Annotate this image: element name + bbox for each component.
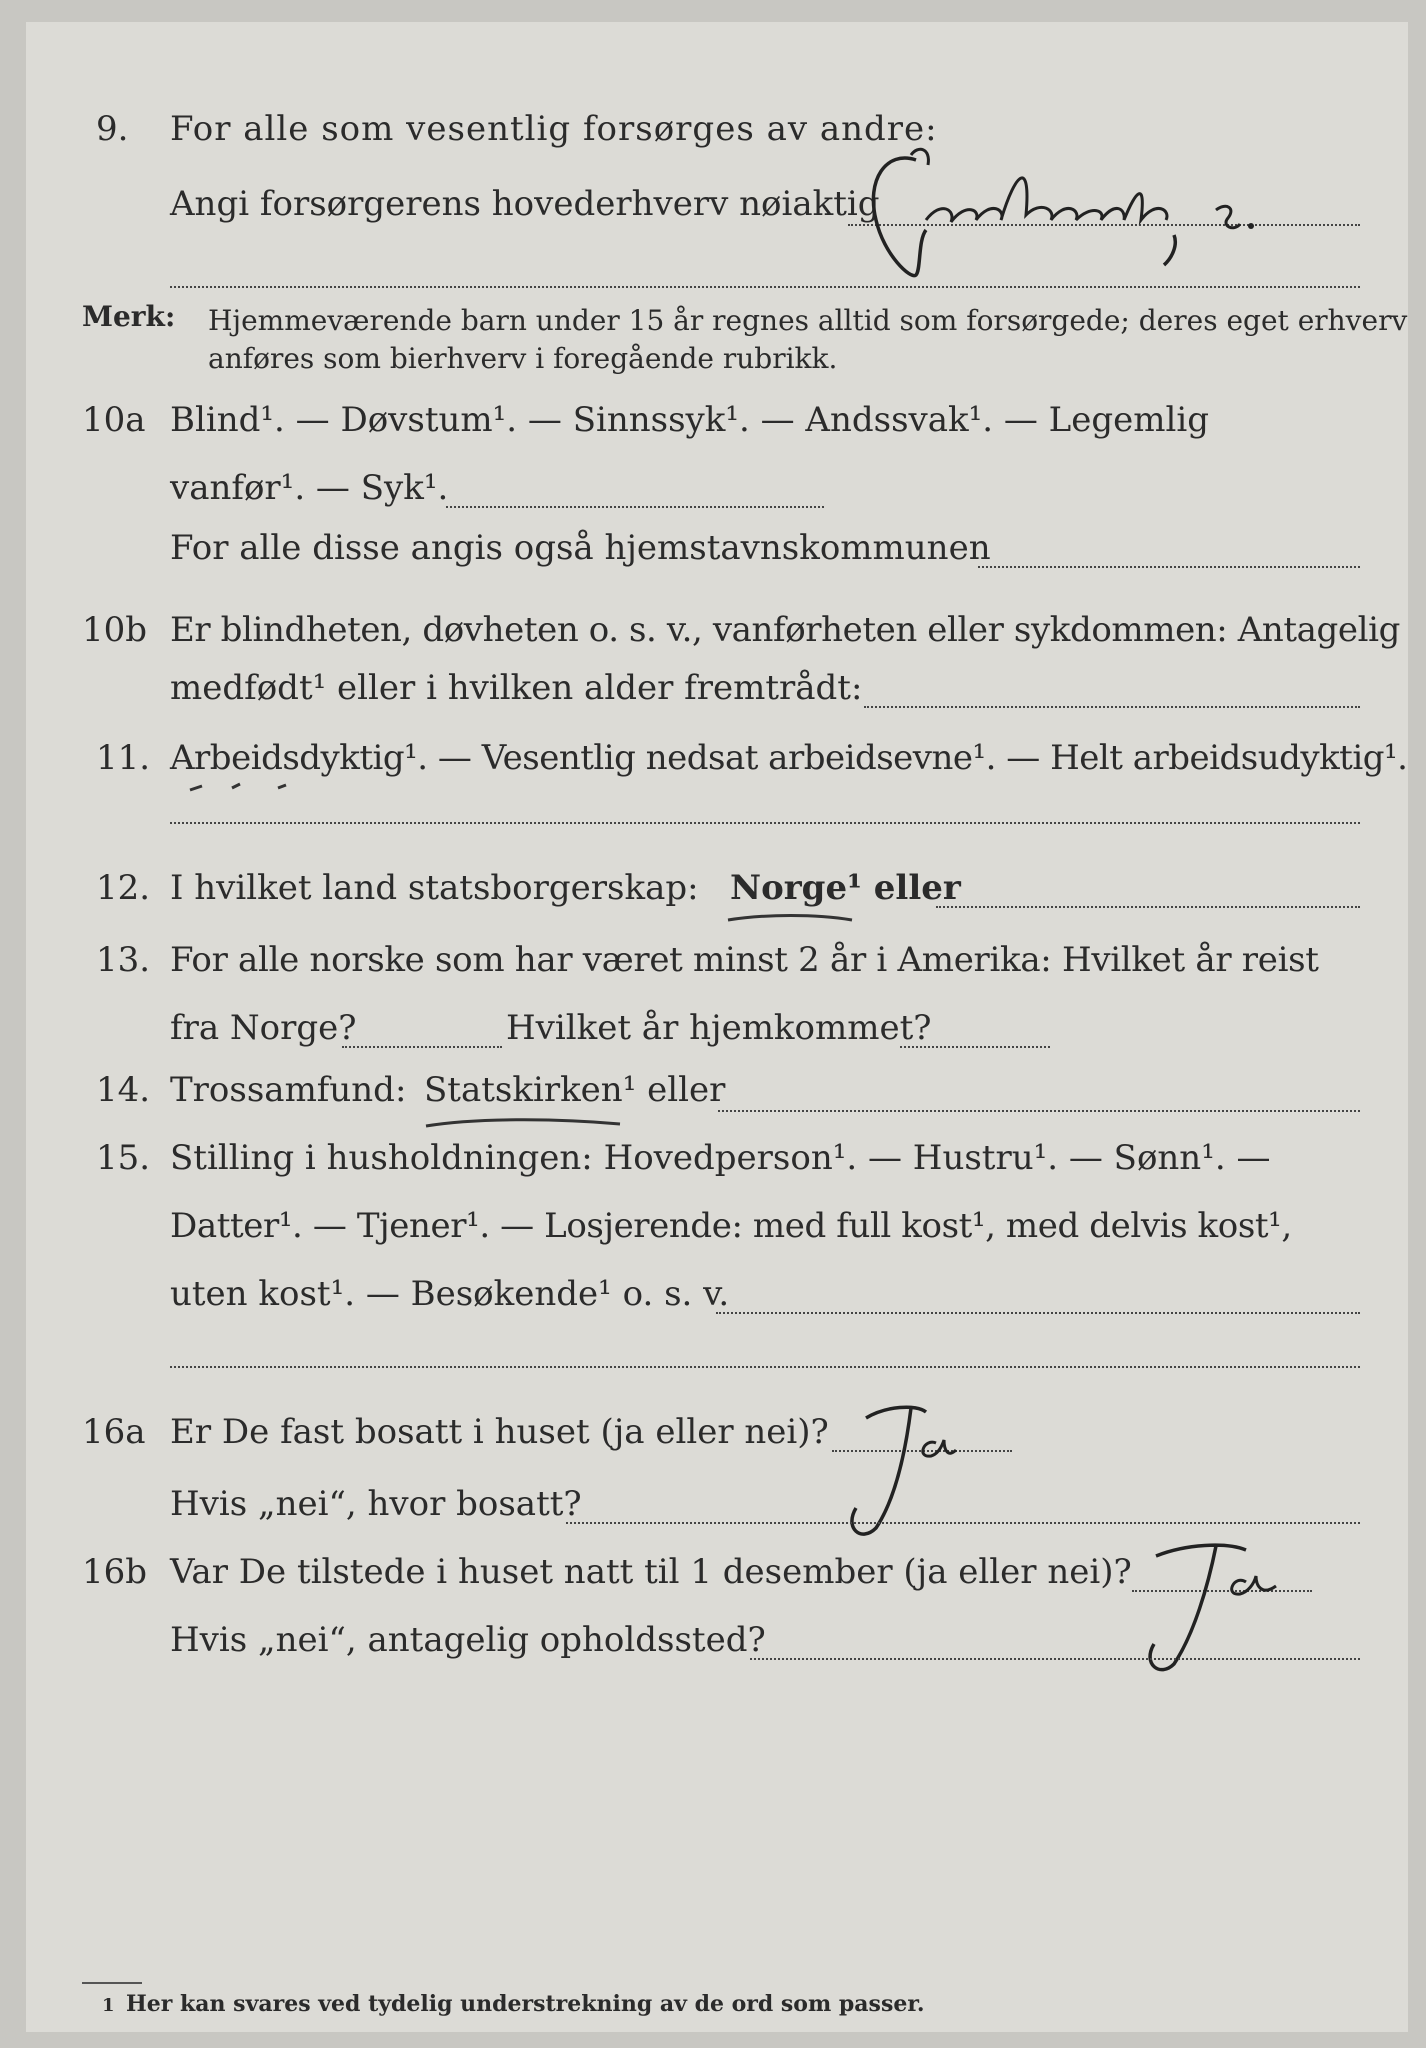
q16a-line2: Hvis „nei“, hvor bosatt? <box>170 1484 582 1524</box>
q10b-number: 10b <box>82 610 148 650</box>
q12-answer-line <box>936 906 1360 908</box>
q13-reist-line <box>342 1046 502 1048</box>
q16a-handwritten-answer <box>816 1388 996 1548</box>
q16a-line1: Er De fast bosatt i huset (ja eller nei)? <box>170 1412 829 1452</box>
q14-option: Statskirken¹ eller <box>424 1070 726 1110</box>
footnote-mark: 1 <box>102 1995 115 2016</box>
merk-line2: anføres som bierhverv i foregående rubrikk. <box>208 342 838 375</box>
q13-number: 13. <box>96 940 151 980</box>
q11-number: 11. <box>96 738 151 778</box>
q10a-line3: For alle disse angis også hjemstavnskommunen <box>170 528 991 568</box>
q13-hjemkommet-line <box>900 1046 1050 1048</box>
q13-line1: For alle norske som har været minst 2 år i Amerika: Hvilket år reist <box>170 940 1319 980</box>
q9-line2: Angi forsørgerens hovederhverv nøiaktig <box>170 184 880 224</box>
footnote-text: Her kan svares ved tydelig understrekning av de ord som passer. <box>126 1991 925 2017</box>
q16b-number: 16b <box>82 1552 148 1592</box>
q15-line3: uten kost¹. — Besøkende¹ o. s. v. <box>170 1274 730 1314</box>
census-form-page <box>26 22 1408 2032</box>
q14-number: 14. <box>96 1070 151 1110</box>
q12-number: 12. <box>96 868 151 908</box>
q13-line2b: Hvilket år hjemkommet? <box>506 1008 932 1048</box>
merk-line1: Hjemmeværende barn under 15 år regnes alltid som forsørgede; deres eget erhverv <box>208 304 1408 337</box>
q9-line1: For alle som vesentlig forsørges av andre: <box>170 109 938 149</box>
q15-line2: Datter¹. — Tjener¹. — Losjerende: med full kost¹, med delvis kost¹, <box>170 1206 1292 1246</box>
q15-number: 15. <box>96 1138 151 1178</box>
q10b-answer-line <box>864 706 1360 708</box>
q15-line1: Stilling i husholdningen: Hovedperson¹. — Hustru¹. — Sønn¹. — <box>170 1138 1271 1178</box>
q10a-hjemstavn-line <box>978 566 1360 568</box>
q16a-number: 16a <box>82 1412 146 1452</box>
q11-answer-line <box>170 822 1360 824</box>
q15-answer-line <box>716 1312 1360 1314</box>
q16b-line2: Hvis „nei“, antagelig opholdssted? <box>170 1620 766 1660</box>
q12-option: Norge¹ eller <box>730 868 961 908</box>
q16b-handwritten-answer <box>1116 1524 1316 1684</box>
q10b-line2: medfødt¹ eller i hvilken alder fremtrådt: <box>170 668 863 708</box>
q10a-line2: vanfør¹. — Syk¹. <box>170 468 449 508</box>
q14-text: Trossamfund: <box>170 1070 407 1110</box>
q16b-line1: Var De tilstede i huset natt til 1 desember (ja eller nei)? <box>170 1552 1132 1592</box>
q12-text: I hvilket land statsborgerskap: <box>170 868 699 908</box>
footnote-rule <box>82 1982 142 1984</box>
merk-label: Merk: <box>82 300 176 333</box>
q9-handwritten-answer <box>856 140 1356 290</box>
q15-extra-line <box>170 1366 1360 1368</box>
q14-underline <box>424 1114 624 1130</box>
q10a-line1: Blind¹. — Døvstum¹. — Sinnssyk¹. — Andssvak¹. — Legemlig <box>170 400 1209 440</box>
q10a-number: 10a <box>82 400 146 440</box>
q12-underline <box>726 910 856 924</box>
q14-answer-line <box>718 1110 1360 1112</box>
q11-pen-marks <box>186 778 306 798</box>
q16b-opholdssted-line <box>750 1658 1360 1660</box>
q9-divider <box>170 286 1360 288</box>
q11-line1: Arbeidsdyktig¹. — Vesentlig nedsat arbeidsevne¹. — Helt arbeidsudyktig¹. <box>170 738 1408 778</box>
q9-number: 9. <box>96 109 129 149</box>
q13-line2a: fra Norge? <box>170 1008 357 1048</box>
q10b-line1: Er blindheten, døvheten o. s. v., vanførheten eller sykdommen: Antagelig <box>170 610 1400 650</box>
q10a-syk-line <box>446 506 824 508</box>
